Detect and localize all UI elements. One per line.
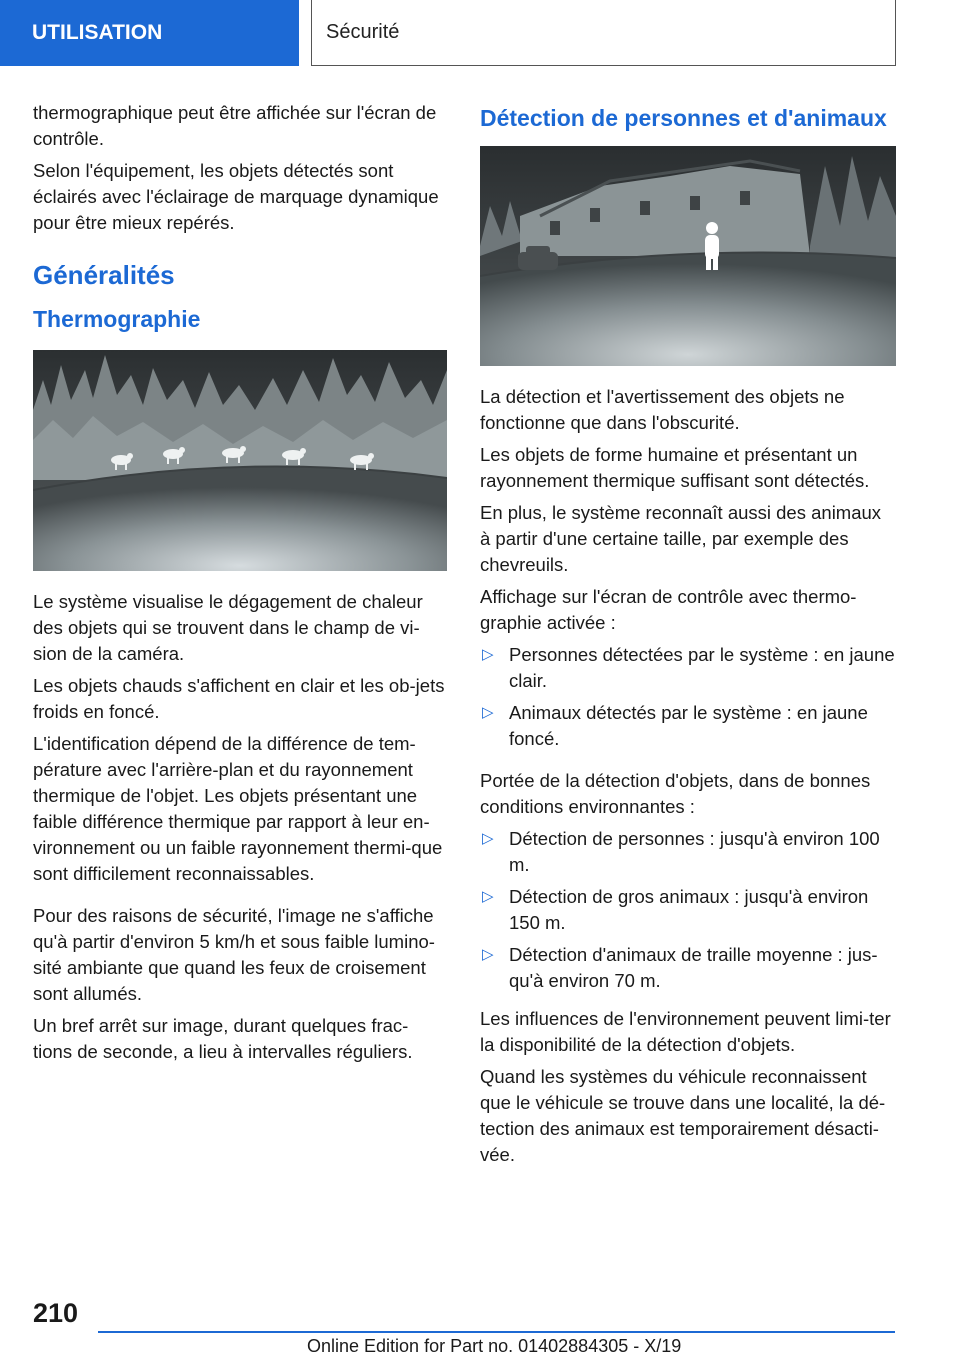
paragraph-human-objects: Les objets de forme humaine et présentant un rayonnement thermique suffisant sont détectés. bbox=[480, 444, 870, 491]
paragraph-range: Portée de la détection d'objets, dans de bonnes conditions environnantes : bbox=[480, 770, 871, 817]
footer-edition: Online Edition for Part no. 01402884305 - X/19 bbox=[307, 1336, 682, 1356]
intro-paragraph-2: Selon l'équipement, les objets détectés sont éclairés avec l'éclairage de marquage dynamique pour être mieux repérés. bbox=[33, 160, 439, 233]
paragraph-locality: Quand les systèmes du véhicule reconnaissent que le véhicule se trouve dans une localité, la dé-tection des animaux est temporairement désacti-vée. bbox=[480, 1066, 886, 1165]
heading-detection: Détection de personnes et d'animaux bbox=[480, 105, 887, 131]
range-list bbox=[480, 826, 896, 994]
bullet-triangle-icon: ▷ bbox=[482, 946, 494, 963]
page-number: 210 bbox=[33, 1298, 79, 1328]
list-item: ▷ Détection de personnes : jusqu'à environ 100 m. bbox=[482, 828, 880, 875]
bullet-triangle-icon: ▷ bbox=[482, 646, 494, 663]
list-item: ▷ Animaux détectés par le système : en jaune foncé. bbox=[482, 702, 868, 749]
bullet-triangle-icon: ▷ bbox=[482, 888, 494, 905]
chapter-title: UTILISATION bbox=[32, 21, 163, 44]
intro-paragraph-1: thermographique peut être affichée sur l'écran de contrôle. bbox=[33, 102, 437, 149]
paragraph-hot-cold-objects: Les objets chauds s'affichent en clair et les ob-jets froids en foncé. bbox=[33, 675, 445, 722]
paragraph-animals: En plus, le système reconnaît aussi des animaux à partir d'une certaine taille, par exemple des chevreuils. bbox=[480, 502, 882, 575]
left-column bbox=[33, 100, 447, 1071]
right-column bbox=[480, 104, 896, 1174]
paragraph-identification: L'identification dépend de la différence de tem-pérature avec l'arrière-plan et du rayonnement thermique de l'objet. Les objets présentant une faible différence thermique par rapport à leur en-vironnement ou un faible rayonnement thermi-que sont difficilement reconnaissables. bbox=[33, 733, 443, 884]
list-item: ▷ Détection de gros animaux : jusqu'à environ 150 m. bbox=[482, 886, 869, 933]
footer-divider bbox=[98, 1331, 895, 1333]
section-header bbox=[311, 0, 896, 66]
paragraph-environment: Les influences de l'environnement peuvent limi-ter la disponibilité de la détection d'objets. bbox=[480, 1008, 891, 1055]
heading-generalites: Généralités bbox=[33, 260, 175, 290]
list-item: ▷ Personnes détectées par le système : en jaune clair. bbox=[482, 644, 895, 691]
paragraph-freeze-frame: Un bref arrêt sur image, durant quelques frac-tions de seconde, a lieu à intervalles réguliers. bbox=[33, 1015, 413, 1062]
list-item: ▷ Détection d'animaux de traille moyenne : jus-qu'à environ 70 m. bbox=[482, 944, 878, 991]
heading-thermographie: Thermographie bbox=[33, 306, 201, 332]
paragraph-display-info: Affichage sur l'écran de contrôle avec thermo-graphie activée : bbox=[480, 586, 857, 633]
bullet-triangle-icon: ▷ bbox=[482, 830, 494, 847]
bullet-triangle-icon: ▷ bbox=[482, 704, 494, 721]
chapter-tab bbox=[0, 0, 299, 66]
thermography-animals-image bbox=[33, 350, 447, 571]
paragraph-safety-display: Pour des raisons de sécurité, l'image ne s'affiche qu'à partir d'environ 5 km/h et sous faible lumino-sité ambiante que quand les feux de croisement sont allumés. bbox=[33, 905, 435, 1004]
section-title: Sécurité bbox=[326, 21, 400, 43]
paragraph-system-visualise: Le système visualise le dégagement de chaleur des objets qui se trouvent dans le champ de vi-sion de la caméra. bbox=[33, 591, 423, 664]
paragraph-darkness-only: La détection et l'avertissement des objets ne fonctionne que dans l'obscurité. bbox=[480, 386, 845, 433]
thermography-pedestrian-image bbox=[480, 146, 896, 366]
color-legend-list bbox=[480, 642, 896, 752]
